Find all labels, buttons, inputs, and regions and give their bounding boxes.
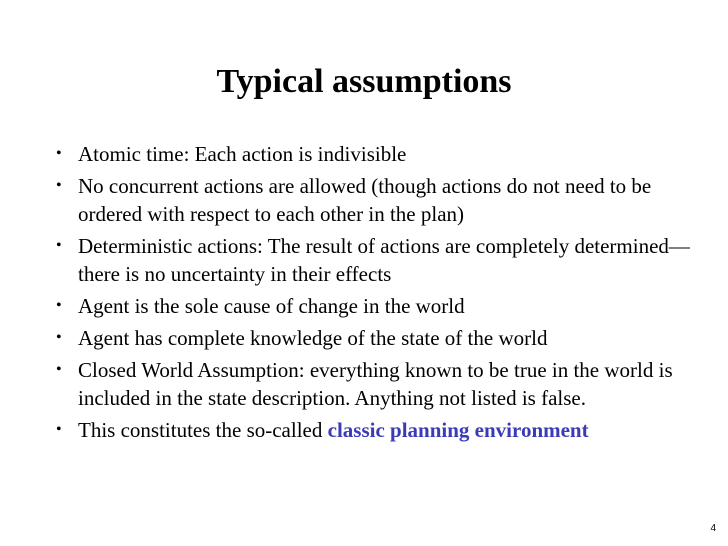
bullet-dot-icon: •: [56, 177, 62, 194]
bullet-dot-icon: •: [56, 361, 62, 378]
page-number: 4: [710, 523, 716, 534]
bullet-dot-icon: •: [56, 329, 62, 346]
bullet-text: Agent has complete knowledge of the state of the world: [78, 326, 548, 350]
bullet-dot-icon: •: [56, 237, 62, 254]
bullet-item-classic-planning: [56, 416, 696, 444]
slide-title-text: Typical assumptions: [216, 63, 512, 100]
bullet-dot-icon: •: [56, 297, 62, 314]
bullet-text: Agent is the sole cause of change in the world: [78, 294, 465, 318]
classic-planning-highlight: classic planning environment: [327, 418, 589, 442]
bullet-text-prefix: This constitutes the so-called: [78, 418, 328, 442]
bullet-text: Atomic time: Each action is indivisible: [78, 142, 407, 166]
bullet-text: No concurrent actions are allowed (though actions do not need to be ordered with respect to each other in the plan): [78, 174, 652, 226]
bullet-dot-icon: •: [56, 145, 62, 162]
bullet-list: [56, 140, 696, 448]
bullet-item-deterministic-actions: [56, 232, 696, 288]
bullet-item-no-concurrent-actions: [56, 172, 696, 228]
bullet-item-complete-knowledge: [56, 324, 696, 352]
bullet-dot-icon: •: [56, 421, 62, 438]
slide-title: [0, 62, 728, 102]
bullet-text: Closed World Assumption: everything known to be true in the world is included in the state description. Anything not listed is false.: [78, 358, 673, 410]
bullet-item-atomic-time: [56, 140, 696, 168]
bullet-text: Deterministic actions: The result of actions are completely determined—there is no uncertainty in their effects: [78, 234, 690, 286]
bullet-item-sole-cause: [56, 292, 696, 320]
bullet-item-closed-world-assumption: [56, 356, 696, 412]
